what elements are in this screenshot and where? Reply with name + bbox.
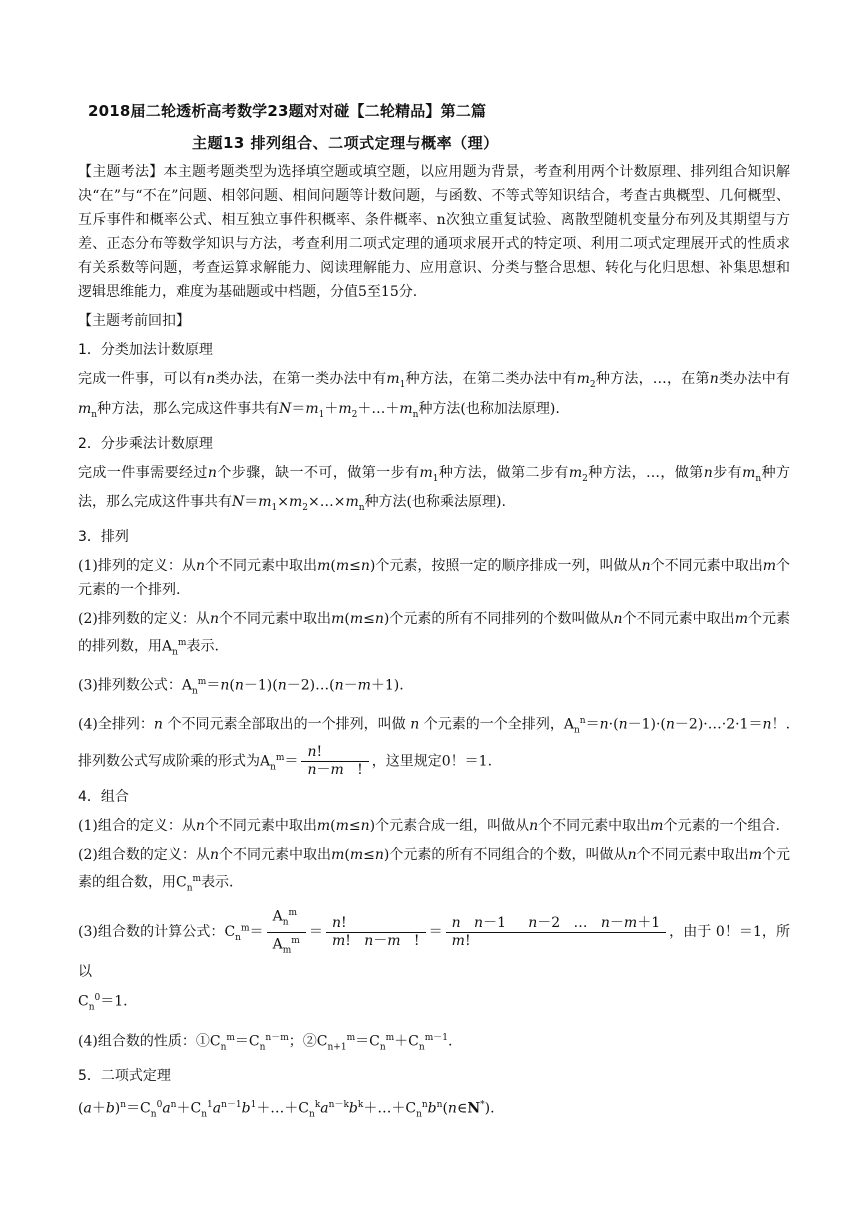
permutation-formula: (3)排列数公式：$A_n^m=n(n-1)(n-2)\dots(n-m+1)$. bbox=[78, 676, 404, 697]
exam-points-label: 【主题考法】 bbox=[78, 164, 164, 180]
section-4-heading: 4．组合 bbox=[78, 788, 129, 805]
combination-number-definition: (2)组合数的定义：从n个不同元素中取出m(m≤n)个元素的所有不同组合的个数，叫做从n个不同元素中取出m个元素的组合数，用$C_n^m$表示. bbox=[78, 846, 791, 894]
document-title: 2018届二轮透析高考数学23题对对碰【二轮精品】第二篇 bbox=[88, 102, 487, 120]
combination-properties: (4)组合数的性质：$①C_n^m=C_n^{n-m}$；$②C_{n+1}^m=C_n^m+C_n^{m-1}$. bbox=[78, 1032, 453, 1053]
combination-formula: (3)组合数的计算公式：$C_n^m=$ $\frac{A_n^m}{A_m^m}$ ＝ $\frac{n!}{m! n-m !}$ ＝ $\frac{\text{n n－1 n－2 … n－m＋1}}{m!}$ ，由于 0！＝1，所以 $C_n^0=1$. bbox=[78, 905, 790, 1020]
permutation-definition: (1)排列的定义：从n个不同元素中取出m(m≤n)个元素，按照一定的顺序排成一列，叫做从n个不同元素中取出m个元素的一个排列. bbox=[78, 558, 791, 599]
combination-definition: (1)组合的定义：从n个不同元素中取出m(m≤n)个元素合成一组，叫做从n个不同元素中取出m个元素的一个组合. bbox=[78, 817, 780, 834]
permutation-number-definition: (2)排列数的定义：从n个不同元素中取出m(m≤n)个元素的所有不同排列的个数叫做从n个不同元素中取出m个元素的排列数，用$A_n^m$表示. bbox=[78, 611, 791, 658]
document-body bbox=[78, 160, 790, 1132]
section-1-heading: 1．分类加法计数原理 bbox=[78, 342, 213, 358]
topic-title: 主题13 排列组合、二项式定理与概率（理） bbox=[192, 134, 499, 152]
review-label: 【主题考前回扣】 bbox=[78, 313, 190, 329]
exam-points-text: 本主题考题类型为选择填空题或填空题，以应用题为背景，考查利用两个计数原理、排列组合知识解决“在”与“不在”问题、相邻问题、相间问题等计数问题，与函数、不等式等知识结合，考查古典概型、几何概型、互斥事件和概率公式、相互独立事件积概率、条件概率、n次独立重复试验、离散型随机变量分布列及其期望与方差、正态分布等数学知识与方法，考查利用二项式定理的通项求展开式的特定项、利用二项式定理展开式的性质求有关系数等问题，考查运算求解能力、阅读理解能力、应用意识、分类与整合思想、转化与化归思想、补集思想和逻辑思维能力，难度为基础题或中档题，分值5至15分. bbox=[78, 164, 791, 300]
section-2-heading: 2．分步乘法计数原理 bbox=[78, 435, 213, 452]
factorial-fraction: $\frac{n!}{n-m !}$ bbox=[301, 744, 368, 779]
section-5-heading: 5．二项式定理 bbox=[78, 1068, 171, 1085]
section-1-text: 完成一件事，可以有n类办法，在第一类办法中有$m_1$种方法，在第二类办法中有$m_2$种方法，…，在第n类办法中有$m_n$种方法，那么完成这件事共有$N=m_1+m_2+\dots+m_n$种方法(也称加法原理). bbox=[78, 371, 791, 420]
exam-points-paragraph bbox=[78, 160, 790, 304]
section-2-text: 完成一件事需要经过n个步骤，缺一不可，做第一步有$m_1$种方法，做第二步有$m_2$种方法，…，做第n步有$m_n$种方法，那么完成这件事共有$N=m_1\times m_2\times\dots\times m_n$种方法(也称乘法原理). bbox=[78, 464, 791, 514]
binomial-theorem: $(a+b)^n=C_n^0a^n+C_n^1a^{n-1}b^1+\dots+C_n^ka^{n-k}b^k+\dots+C_n^nb^n(n\in N^*)$. bbox=[78, 1100, 495, 1120]
section-3-heading: 3．排列 bbox=[78, 529, 129, 546]
full-permutation: (4)全排列：n 个不同元素全部取出的一个排列，叫做 n 个元素的一个全排列，$A_n^n=n\cdot(n-1)\cdot(n-2)\cdot\dots\cdot 2\cdot 1=n$！.排列数公式写成阶乘的形式为$A_n^m=$ $\frac{n!}{n-m !}$ ，这里规定0！＝1. bbox=[78, 716, 791, 778]
